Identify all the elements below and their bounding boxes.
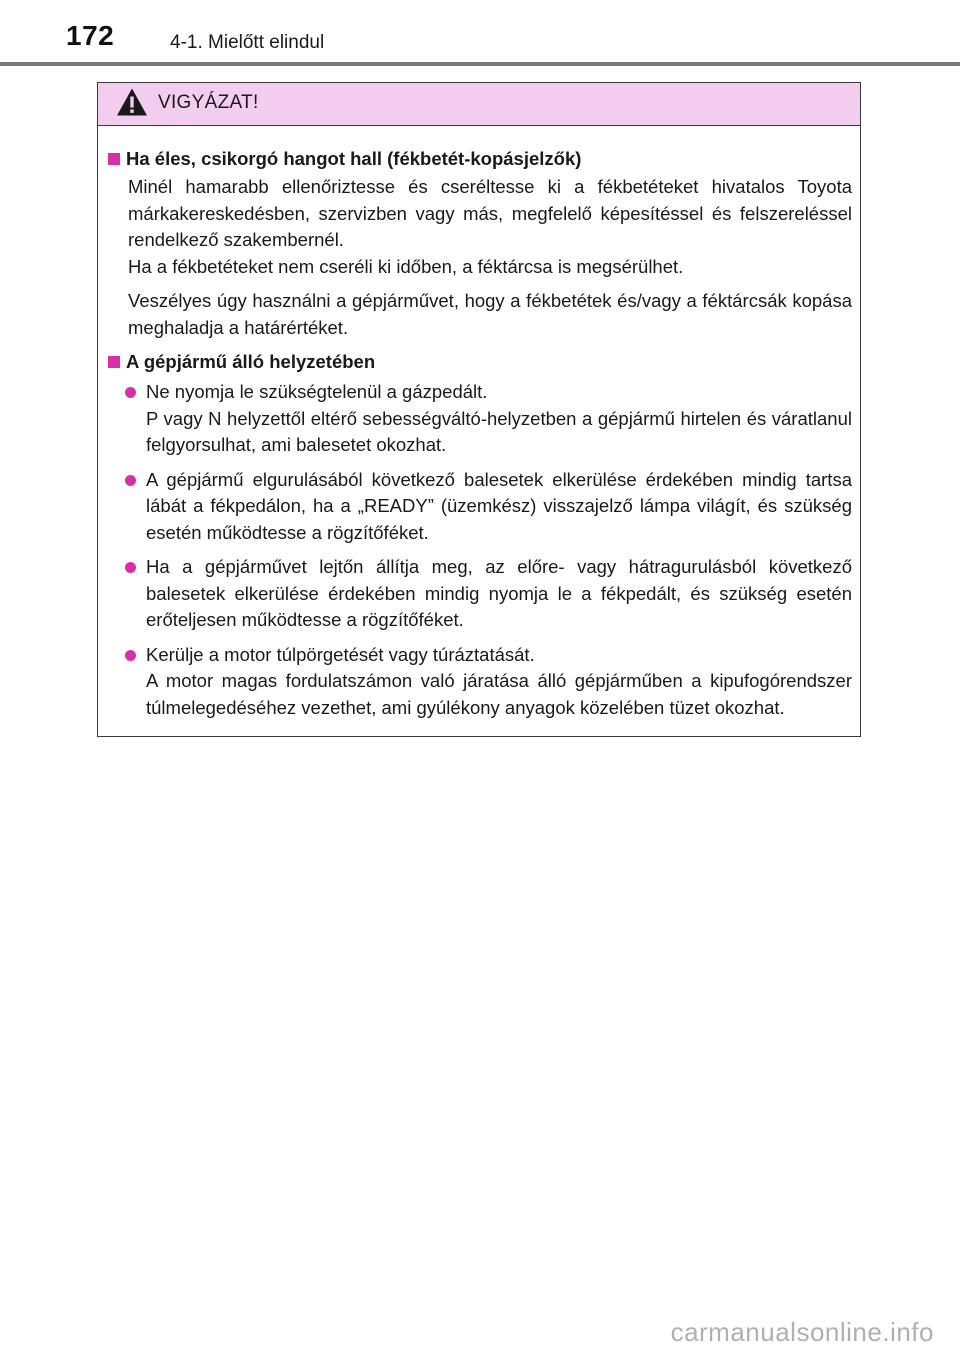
dot-bullet-icon	[125, 562, 136, 573]
square-bullet-icon	[108, 356, 120, 368]
dot-bullet-icon	[125, 650, 136, 661]
section-heading-text: Ha éles, csikorgó hangot hall (fékbetét-kopásjelzők)	[126, 148, 582, 169]
section-title: 4-1. Mielőtt elindul	[170, 32, 325, 53]
list-item-text: P vagy N helyzettől eltérő sebességváltó-helyzetben a gépjármű hirtelen és váratlanul felgyorsulhat, ami balesetet okozhat.	[146, 407, 852, 455]
caution-header	[98, 83, 860, 126]
brake-wear-section	[108, 146, 852, 341]
caution-body	[98, 126, 860, 721]
paragraph-text: Minél hamarabb ellenőriztesse és cseréltesse ki a fékbetéteket hivatalos Toyota márkakereskedésben, szervizben vagy más, megfelelő képesítéssel és felszereléssel rendelkező szakembernél.	[128, 176, 852, 250]
paragraph	[108, 174, 852, 280]
section-heading	[108, 349, 852, 375]
paragraph: Veszélyes úgy használni a gépjárművet, hogy a fékbetétek és/vagy a féktárcsák kopása meghaladja a határértéket.	[128, 290, 852, 338]
caution-box	[97, 82, 861, 737]
section-heading-text: A gépjármű álló helyzetében	[126, 351, 376, 372]
paragraph-text: Ha a fékbetéteket nem cseréli ki időben, a féktárcsa is megsérülhet.	[128, 255, 684, 277]
list-item-text: Kerülje a motor túlpörgetését vagy túráztatását.	[146, 643, 535, 665]
square-bullet-icon	[108, 153, 120, 165]
list-item	[108, 467, 852, 547]
stationary-vehicle-section	[108, 349, 852, 721]
list-item-text: Ha a gépjárművet lejtőn állítja meg, az előre- vagy hátragurulásból következő balesetek elkerülése érdekében mindig nyomja le a fékpedált, és szükség esetén erőteljesen működtesse a rögzítőféket.	[146, 556, 852, 630]
list-item-text: Ne nyomja le szükségtelenül a gázpedált.	[146, 381, 488, 402]
warning-triangle-icon	[116, 87, 148, 117]
list-item	[108, 642, 852, 722]
dot-bullet-icon	[125, 475, 136, 486]
list-item	[108, 379, 852, 459]
page-number: 172	[66, 20, 115, 51]
list-item-text: A gépjármű elgurulásából következő balesetek elkerülése érdekében mindig tartsa lábát a fékpedálon, ha a „READY” (üzemkész) visszajelző lámpa világít, és szükség esetén működtesse a rögzítőféket.	[146, 468, 852, 543]
header-divider	[0, 62, 960, 66]
caution-title: VIGYÁZAT!	[158, 92, 259, 113]
dot-bullet-icon	[125, 387, 136, 398]
watermark: carmanualsonline.info	[670, 1317, 934, 1347]
section-heading	[108, 146, 852, 172]
list-item	[108, 554, 852, 634]
list-item-text: A motor magas fordulatszámon való járatása álló gépjárműben a kipufogórendszer túlmelegedéséhez vezethet, ami gyúlékony anyagok közelében tüzet okozhat.	[146, 670, 852, 718]
page-header	[0, 0, 960, 66]
